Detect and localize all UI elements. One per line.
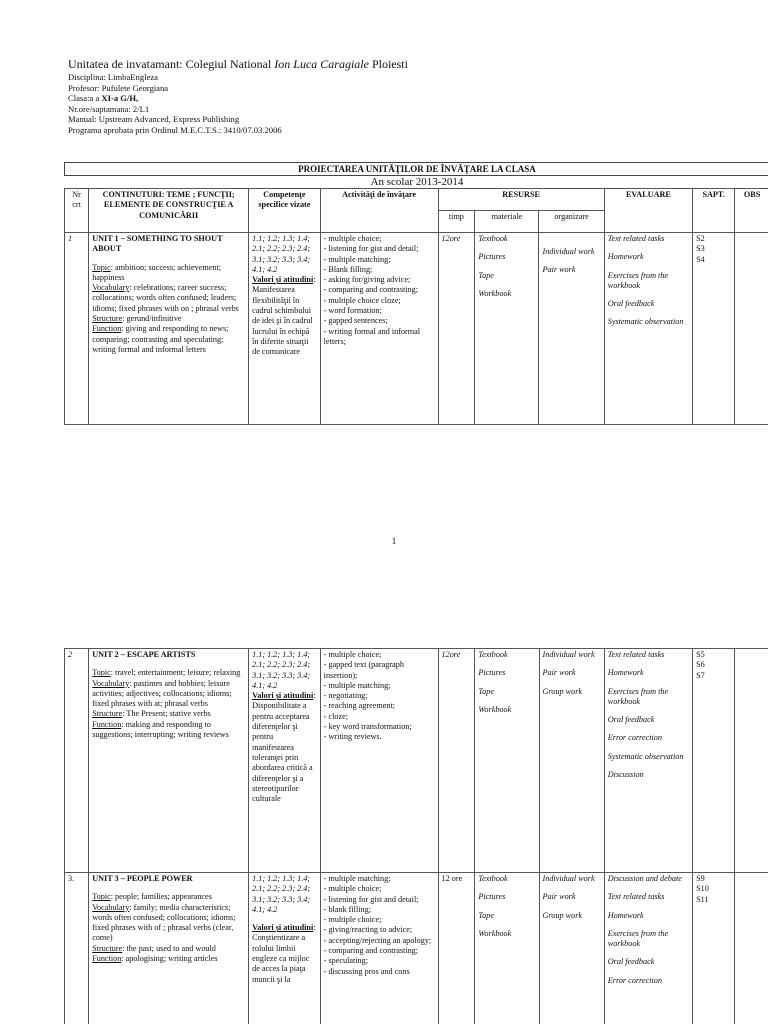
evaluation-item: Discussion [607, 770, 644, 780]
table-row [65, 649, 768, 873]
week-item: S11 [696, 894, 709, 904]
activity-item: - asking for/giving advice; [323, 275, 411, 285]
material-item: Workbook [478, 704, 512, 714]
unit-function: Function: making and responding to suggestions; interrupting; writing reviews [92, 719, 229, 740]
evaluation-item: Text related tasks [607, 892, 665, 902]
organization-item: Group work [542, 686, 583, 696]
material-item: Textbook [478, 874, 508, 883]
evaluation-item: Oral feedback [607, 957, 655, 967]
material-item: Pictures [478, 668, 506, 678]
evaluation-item: Error correction [607, 975, 662, 985]
header-nr: Nr crt [65, 189, 89, 233]
evaluation-item: Homework [607, 910, 644, 920]
activity-item: - multiple choice cloze; [323, 295, 401, 305]
header-evaluation: EVALUARE [604, 189, 692, 233]
plan-table-page-1 [64, 188, 768, 425]
activity-item: - negotiating; [323, 691, 368, 701]
organization-item: Group work [542, 910, 583, 920]
unit-evaluation [604, 873, 692, 1024]
unit-activities [320, 233, 438, 425]
activity-item: - discussing pros and cons [323, 966, 410, 976]
evaluation-item: Text related tasks [607, 650, 665, 659]
week-item: S6 [696, 660, 705, 670]
header-obs: OBS [735, 189, 768, 233]
unit-function: Function: giving and responding to news; comparing; contrasting and speculating; writing formal and informal letters [92, 324, 229, 354]
discipline-line: Disciplina: LimbaEngleza [68, 72, 158, 82]
unit-vocabulary: Vocabulary: pastimes and hobbies; leisure activities; adjectives; collocations; idioms; fixed phrases with at; phrasal verbs [92, 678, 232, 709]
unit-topic: Topic: ambition; success; achievement; happiness [92, 262, 221, 282]
week-item: S2 [696, 234, 705, 243]
competence-list: 1.1; 1.2; 1.3; 1.4; 2.1; 2.2; 2.3; 2.4; 3.1; 3.2; 3.3; 3.4; 4.1; 4.2 [252, 650, 311, 690]
activity-item: - writing reviews. [323, 732, 382, 742]
organization-item: Pair work [542, 668, 576, 678]
material-item: Pictures [478, 892, 506, 902]
evaluation-item: Systematic observation [607, 317, 684, 327]
unit-topic: Topic: people; families; appearances [92, 892, 212, 902]
unit-nr: 2 [65, 649, 89, 873]
evaluation-item: Homework [607, 252, 644, 262]
unit-materials [475, 233, 539, 425]
header-materials: materiale [475, 211, 539, 233]
unit-activities [320, 873, 438, 1024]
document-header [68, 57, 708, 136]
unit-competences [249, 873, 321, 1024]
unit-obs [735, 873, 768, 1024]
evaluation-item: Discussion and debate [607, 874, 682, 883]
unit-vocabulary: Vocabulary: family; media characteristics; words often confused; collocations; idioms; fixed phrases with of ; phrasal verbs (clear, come) [92, 902, 236, 943]
unit-materials [475, 649, 539, 873]
organization-item: Pair work [542, 892, 576, 902]
activity-item: - cloze; [323, 711, 348, 721]
unit-values: Valori şi atitudini: Disponibilitate a pentru acceptarea diferenţelor şi pentru manifestarea toleranţei prin abordarea critică a diferenţelor şi a stereotipurilor culturale [252, 691, 316, 804]
school-year: An scolar 2013-2014 [370, 176, 464, 188]
unit-content [89, 233, 249, 425]
unit-organization [539, 233, 604, 425]
unit-time: 12ore [438, 233, 475, 425]
program-line: Programa aprobata prin Ordinul M.E.C.T.S.: 3410/07.03.2006 [68, 124, 282, 135]
school-line [68, 57, 708, 72]
activity-item: - multiple matching; [323, 254, 391, 264]
activity-item: - reaching agreement; [323, 701, 396, 711]
activity-item: - Blank filling; [323, 264, 373, 274]
table-row [65, 873, 768, 1024]
class-label: Clasa:a a [68, 93, 102, 104]
activity-item: - listening for gist and detail; [323, 894, 419, 904]
week-item: S7 [696, 670, 705, 680]
evaluation-item: Error correction [607, 733, 662, 743]
material-item: Pictures [478, 252, 506, 262]
unit-obs [735, 649, 768, 873]
unit-competences [249, 233, 321, 425]
unit-values: Valori şi atitudini: Manifestarea flexibilităţii în cadrul schimbului de idei şi în cadrul lucrului în echipă în diferite situaţii de comunicare [252, 275, 316, 357]
unit-evaluation [604, 649, 692, 873]
header-content: CONTINUTURI: TEME ; FUNCŢII; ELEMENTE DE CONSTRUCŢIE A COMUNICĂRII [89, 189, 249, 233]
material-item: Tape [478, 686, 494, 696]
header-competences: Competenţe specifice vizate [249, 189, 321, 233]
school-name: Ion Luca Caragiale [274, 57, 369, 71]
unit-vocabulary: Vocabulary: celebrations; career success; collocations; words often confused; leaders; idioms; fixed phrases with on ; phrasal verbs [92, 283, 239, 313]
week-item: S3 [696, 244, 705, 254]
unit-structure: Structure: the past; used to and would [92, 943, 216, 953]
activity-item: - gapped sentences; [323, 316, 388, 326]
unit-topic: Topic: travel; entertainment; leisure; relaxing [92, 668, 241, 678]
activity-item: - multiple matching; [323, 680, 391, 690]
evaluation-item: Exercises from the workbook [607, 928, 669, 949]
school-city: Ploiesti [368, 57, 408, 71]
evaluation-item: Exercises from the workbook [607, 686, 669, 706]
activity-item: - multiple choice; [323, 884, 382, 894]
activity-item: - key word transformation; [323, 722, 412, 732]
activity-item: - blank filling; [323, 904, 371, 914]
activity-item: - listening for gist and detail; [323, 244, 419, 254]
evaluation-item: Systematic observation [607, 751, 684, 761]
week-item: S10 [696, 884, 709, 894]
unit-weeks [693, 873, 735, 1024]
evaluation-item: Oral feedback [607, 715, 655, 725]
table-header-row [65, 189, 768, 211]
activity-item: - multiple choice; [323, 650, 382, 659]
unit-title: UNIT 3 – PEOPLE POWER [92, 874, 193, 883]
unit-activities [320, 649, 438, 873]
header-activities: Activităţi de învăţare [320, 189, 438, 233]
activity-item: - accepting/rejecting an apology; [323, 935, 432, 945]
activity-item: - speculating; [323, 956, 369, 966]
activity-item: - multiple choice; [323, 234, 382, 243]
unit-values: Valori şi atitudini: Conştientizare a rolului limbii engleze ca mijloc de acces la piaţa muncii şi la [252, 923, 316, 984]
competence-list: 1.1; 1.2; 1.3; 1.4; 2.1; 2.2; 2.3; 2.4; 3.1; 3.2; 3.3; 3.4; 4.1; 4.2 [252, 234, 311, 274]
unit-structure: Structure: The Present; stative verbs [92, 709, 211, 719]
table-row [65, 233, 768, 425]
organization-item: Individual work [542, 650, 595, 659]
activity-item: - word formation; [323, 306, 382, 316]
unit-weeks [693, 649, 735, 873]
header-week: SAPT. [693, 189, 735, 233]
week-item: S5 [696, 650, 705, 659]
evaluation-item: Homework [607, 668, 644, 678]
organization-item: Individual work [542, 247, 595, 256]
unit-title: UNIT 2 – ESCAPE ARTISTS [92, 650, 196, 659]
activity-item: - multiple matching; [323, 874, 391, 883]
unit-nr: 3. [65, 873, 89, 1024]
header-time: timp [438, 211, 475, 233]
unit-obs [735, 233, 768, 425]
page-number: 1 [391, 536, 397, 546]
school-label: Unitatea de invatamant: Colegiul National [68, 57, 275, 71]
unit-time: 12 ore [438, 873, 475, 1024]
unit-structure: Structure: gerund/infinitive [92, 314, 182, 324]
class-line [68, 93, 708, 104]
activity-item: - writing formal and informal letters; [323, 326, 421, 346]
activity-item: - comparing and contrasting; [323, 946, 419, 956]
week-item: S9 [696, 874, 705, 883]
unit-competences [249, 649, 321, 873]
header-organization: organizare [539, 211, 604, 233]
material-item: Textbook [478, 650, 508, 659]
material-item: Workbook [478, 288, 512, 298]
plan-title: PROIECTAREA UNITĂŢILOR DE ÎNVĂŢARE LA CLASA [64, 162, 768, 176]
organization-item: Pair work [542, 265, 576, 275]
unit-weeks [693, 233, 735, 425]
unit-organization [539, 873, 604, 1024]
material-item: Tape [478, 270, 494, 280]
unit-organization [539, 649, 604, 873]
unit-materials [475, 873, 539, 1024]
manual-line: Manual: Upstream Advanced, Express Publishing [68, 114, 240, 125]
teacher-line: Profesor: Pufulete Georgiana [68, 82, 169, 93]
unit-content [89, 649, 249, 873]
competence-list: 1.1; 1.2; 1.3; 1.4; 2.1; 2.2; 2.3; 2.4; 3.1; 3.2; 3.3; 3.4; 4.1; 4.2 [252, 874, 311, 914]
unit-title: UNIT 1 – SOMETHING TO SHOUT ABOUT [92, 234, 223, 254]
class-value: XI-a G/H, [101, 93, 139, 104]
header-resources: RESURSE [438, 189, 604, 211]
unit-evaluation [604, 233, 692, 425]
evaluation-item: Oral feedback [607, 299, 655, 309]
evaluation-item: Text related tasks [607, 234, 665, 243]
activity-item: - multiple choice; [323, 915, 382, 925]
activity-item: - gapped text (paragraph insertion); [323, 660, 404, 680]
activity-item: - comparing and contrasting; [323, 285, 419, 295]
evaluation-item: Exercises from the workbook [607, 270, 669, 290]
unit-function: Function: apologising; writing articles [92, 954, 218, 964]
unit-nr: 1 [65, 233, 89, 425]
plan-table-page-2 [64, 648, 768, 1024]
activity-item: - giving/reacting to advice; [323, 925, 413, 935]
unit-time: 12ore [438, 649, 475, 873]
material-item: Workbook [478, 928, 512, 938]
hours-line: Nr.ore/saptamana: 2/L1 [68, 103, 150, 114]
organization-item: Individual work [542, 874, 595, 883]
week-item: S4 [696, 254, 705, 264]
material-item: Textbook [478, 234, 508, 243]
unit-content [89, 873, 249, 1024]
material-item: Tape [478, 910, 494, 920]
